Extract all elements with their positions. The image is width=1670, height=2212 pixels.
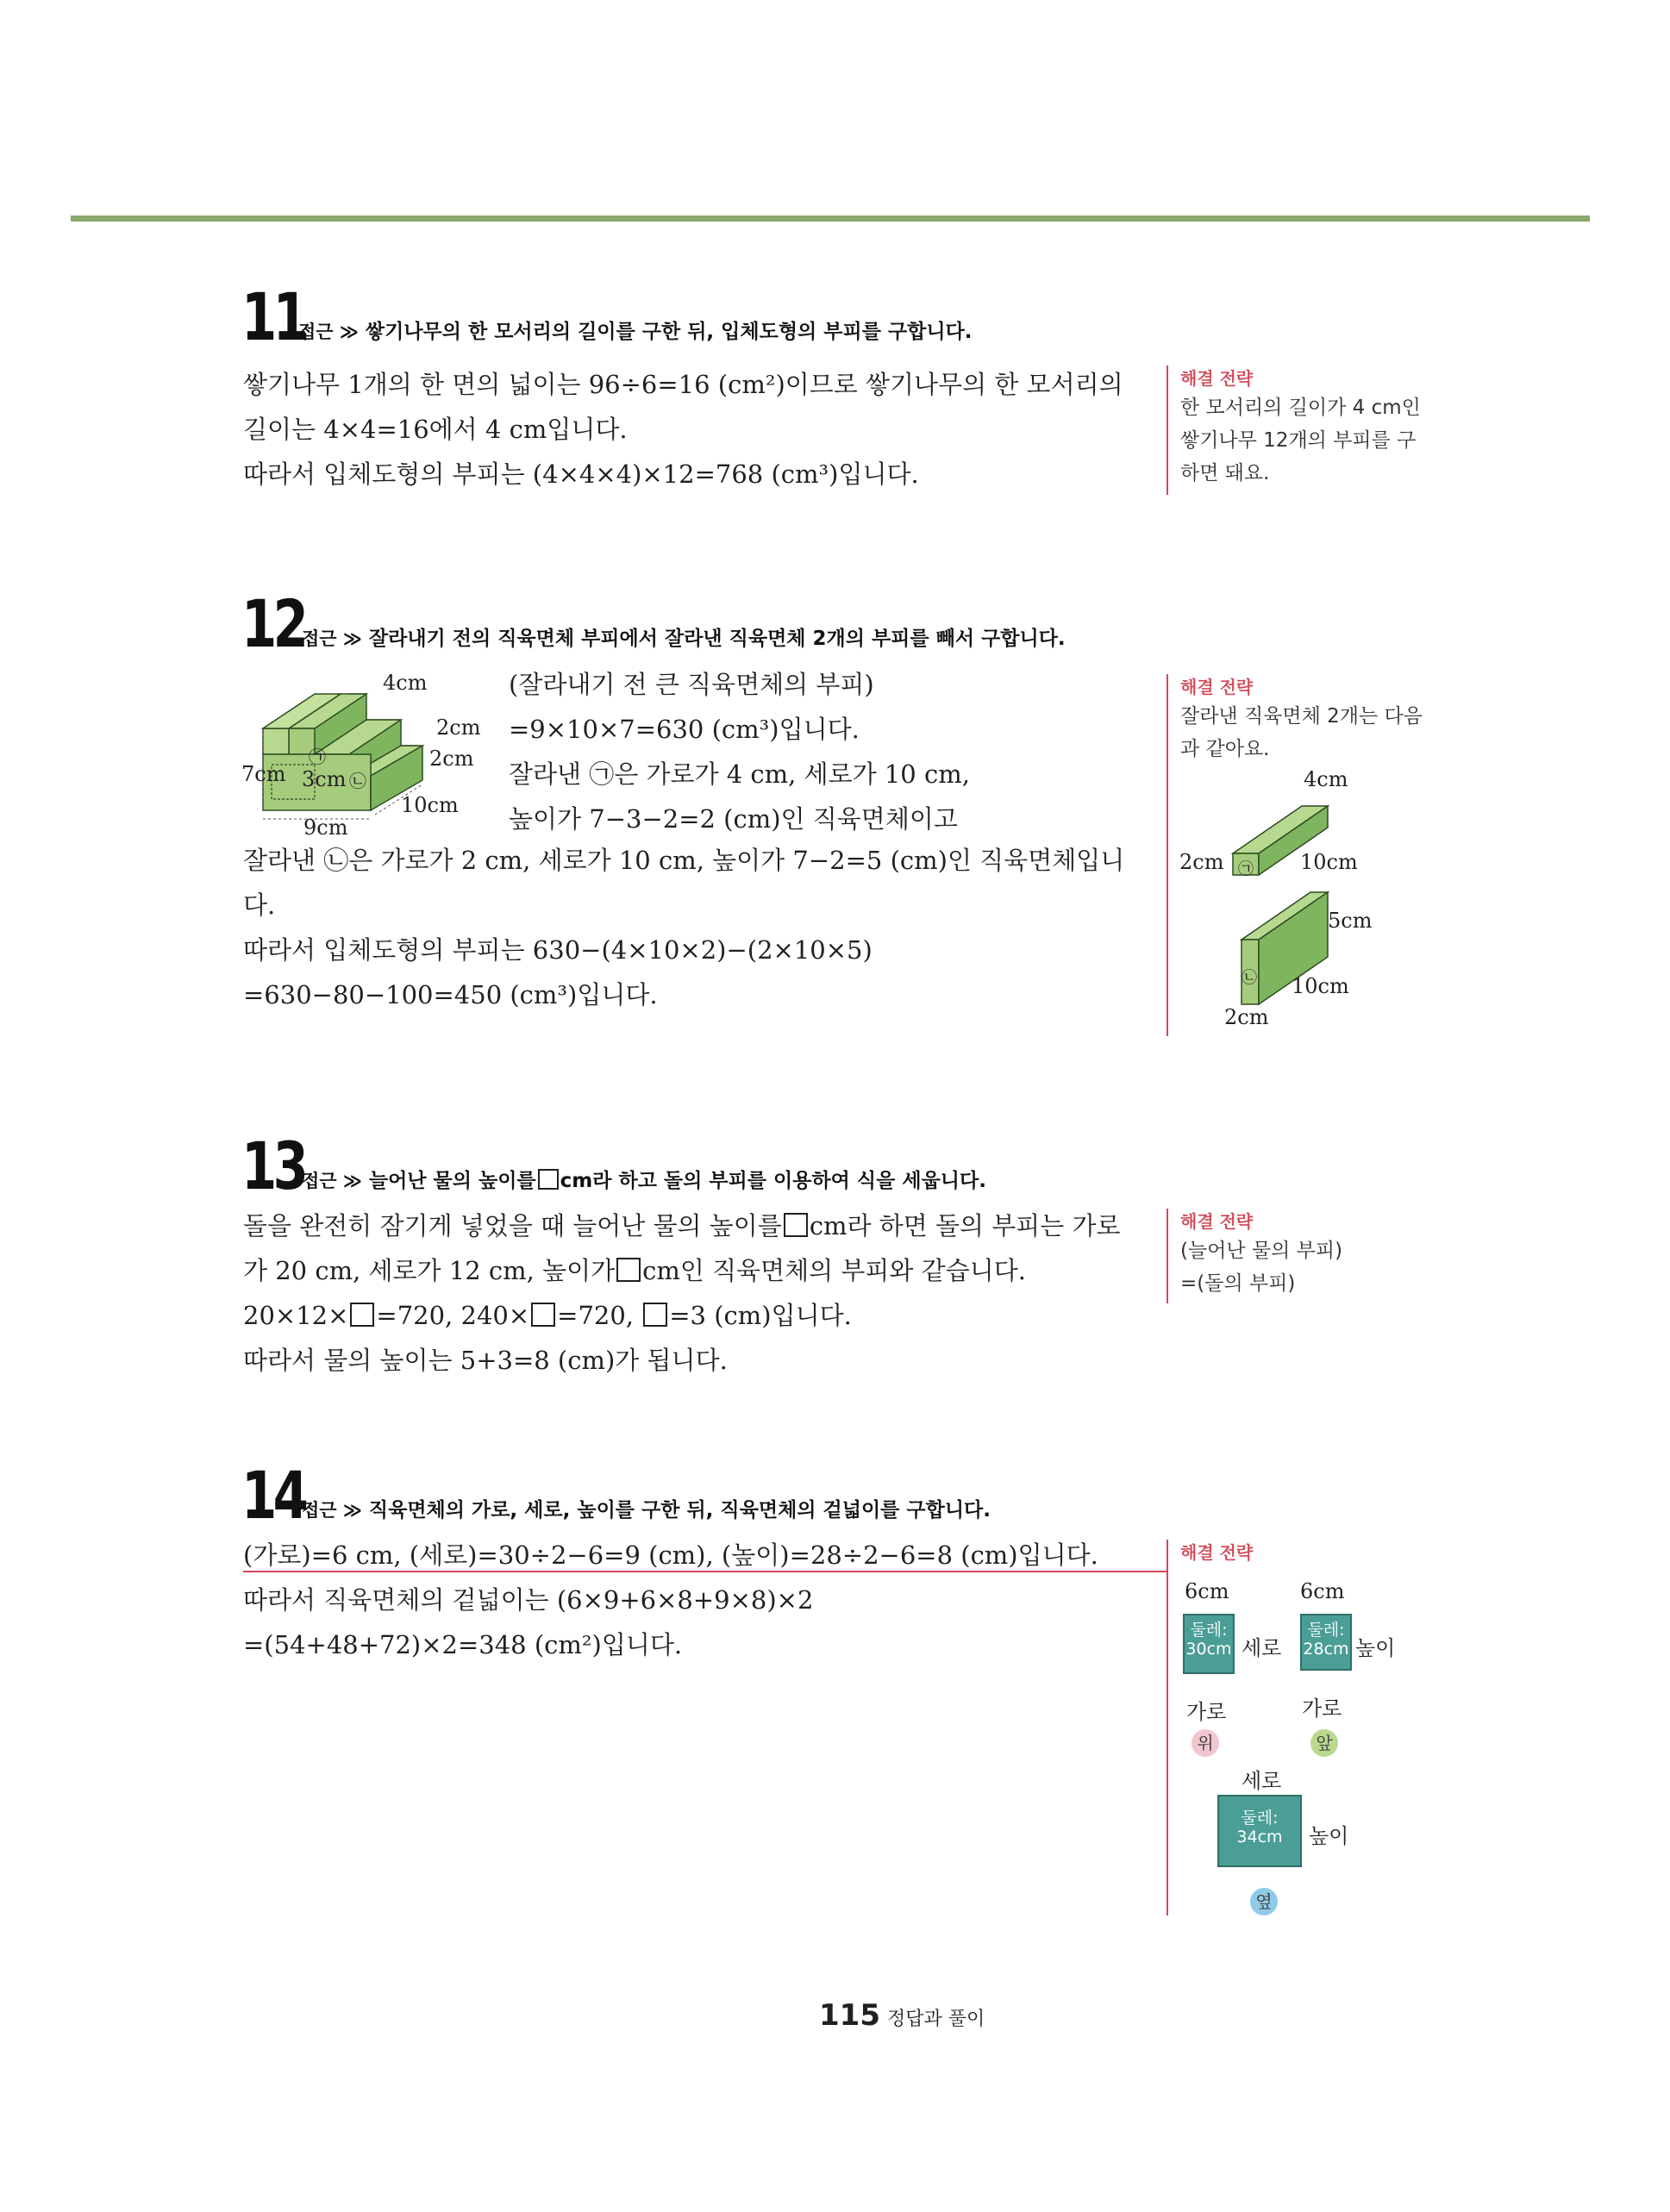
- box-line: 둘레:: [1307, 1621, 1345, 1640]
- box-line: 둘레:: [1190, 1621, 1228, 1640]
- page-title: 정답과 풀이: [886, 2009, 985, 2030]
- piece-b-mark: ㉡: [1242, 969, 1257, 987]
- badge-front-view: 앞: [1310, 1729, 1338, 1757]
- fig-label-depth: 10cm: [401, 793, 459, 817]
- top-rule: [71, 216, 1590, 222]
- box-line: 28cm: [1303, 1640, 1349, 1659]
- approach-label: 접근 ≫: [298, 322, 359, 342]
- approach-heading: [302, 622, 1066, 651]
- strategy-line: (늘어난 물의 부피): [1180, 1240, 1343, 1262]
- text-part: 20×12×: [243, 1301, 349, 1330]
- solution-line: [243, 1293, 1121, 1338]
- solution-line: 따라서 입체도형의 부피는 (4×4×4)×12=768 (cm³)입니다.: [243, 459, 919, 489]
- view-top-label: 6cm: [1300, 1579, 1345, 1603]
- blank-box: [531, 1303, 555, 1327]
- solution-line: (잘라내기 전 큰 직육면체의 부피): [509, 670, 874, 699]
- view-box-text: [1183, 1621, 1235, 1659]
- blank-box: [643, 1303, 667, 1327]
- strategy-title: 해결 전략: [1180, 1542, 1254, 1563]
- fig-label-bottom: 9cm: [303, 815, 348, 840]
- approach-label: 접근 ≫: [302, 1171, 362, 1191]
- problem-number: 12: [241, 585, 305, 662]
- fig-mark-a: ㉠: [309, 747, 326, 767]
- fig-label-left: 7cm: [241, 762, 286, 786]
- piece-b-bottom-label: 2cm: [1224, 1005, 1269, 1029]
- view-side-label: 세로: [1242, 1636, 1282, 1660]
- strategy-line: =(돌의 부피): [1180, 1272, 1296, 1295]
- view-side-label: 높이: [1309, 1824, 1349, 1848]
- strategy-line: 하면 돼요.: [1180, 462, 1270, 484]
- text-part: cm라 하면 돌의 부피는 가로: [809, 1211, 1121, 1240]
- text-part: =3 (cm)입니다.: [669, 1301, 852, 1330]
- solution-text: [243, 1203, 1121, 1383]
- view-side-label: 높이: [1355, 1636, 1396, 1660]
- approach-text: 직육면체의 가로, 세로, 높이를 구한 뒤, 직육면체의 겉넓이를 구합니다.: [368, 1499, 991, 1522]
- box-line: 둘레:: [1241, 1809, 1279, 1828]
- text-part: cm인 직육면체의 부피와 같습니다.: [642, 1256, 1026, 1285]
- view-bottom-label: 가로: [1186, 1700, 1227, 1724]
- solution-line: =(54+48+72)×2=348 (cm²)입니다.: [243, 1630, 683, 1659]
- text-part: =720, 240×: [376, 1301, 530, 1330]
- problem-number: 14: [241, 1457, 305, 1534]
- solution-line: 높이가 7−3−2=2 (cm)인 직육면체이고: [509, 804, 958, 834]
- connector-rule: [243, 1571, 1166, 1572]
- view-top-label: 6cm: [1185, 1579, 1229, 1603]
- text-part: 돌을 완전히 잠기게 넣었을 때 늘어난 물의 높이를: [243, 1211, 782, 1240]
- fig-label-top: 4cm: [383, 671, 428, 695]
- solution-line: [243, 1203, 1121, 1248]
- piece-b-depth-label: 10cm: [1292, 974, 1349, 998]
- approach-text: 늘어난 물의 높이를: [368, 1170, 536, 1192]
- view-box-text: [1217, 1809, 1302, 1846]
- problem-number: 13: [241, 1128, 305, 1204]
- fig-label-inner: 3cm: [302, 767, 347, 791]
- view-bottom-label: 가로: [1302, 1696, 1342, 1721]
- badge-top-view: 위: [1192, 1729, 1219, 1757]
- view-top-label: 세로: [1242, 1769, 1282, 1793]
- solution-text: [243, 838, 1124, 1017]
- strategy-line: 잘라낸 직육면체 2개는 다음: [1180, 705, 1423, 728]
- solution-line: (가로)=6 cm, (세로)=30÷2−6=9 (cm), (높이)=28÷2−6=8 (cm)입니다.: [243, 1540, 1098, 1570]
- solution-line: 잘라낸 ㉡은 가로가 2 cm, 세로가 10 cm, 높이가 7−2=5 (cm)인 직육면체입니: [243, 846, 1125, 875]
- solution-line: 길이는 4×4=16에서 4 cm입니다.: [243, 415, 628, 444]
- text-part: 가 20 cm, 세로가 12 cm, 높이가: [243, 1256, 616, 1285]
- strategy-title: 해결 전략: [1180, 368, 1254, 389]
- view-box-text: [1300, 1621, 1352, 1659]
- solution-text-right: [509, 662, 970, 841]
- problem-number: 11: [241, 278, 305, 355]
- strategy-line: 쌓기나무 12개의 부피를 구: [1180, 429, 1417, 452]
- approach-text: cm라 하고 돌의 부피를 이용하여 식을 세웁니다.: [560, 1170, 986, 1192]
- page-footer: [819, 1998, 985, 2033]
- solution-line: 다.: [243, 890, 276, 920]
- piece-a-left-label: 2cm: [1179, 850, 1224, 874]
- piece-a-depth-label: 10cm: [1300, 850, 1358, 874]
- strategy-box: [1166, 366, 1421, 495]
- blank-box: [350, 1303, 374, 1327]
- approach-label: 접근 ≫: [302, 628, 362, 649]
- piece-a-top-label: 4cm: [1304, 767, 1348, 791]
- blank-box: [784, 1213, 808, 1237]
- solution-line: [243, 1248, 1121, 1293]
- fig-label-right1: 2cm: [436, 715, 481, 740]
- blank-box: [538, 1169, 559, 1190]
- approach-heading: [302, 1494, 991, 1522]
- solution-line: 따라서 입체도형의 부피는 630−(4×10×2)−(2×10×5): [243, 935, 873, 965]
- approach-text: 잘라내기 전의 직육면체 부피에서 잘라낸 직육면체 2개의 부피를 빼서 구합니다.: [368, 628, 1066, 650]
- blank-box: [616, 1258, 641, 1282]
- badge-side-view: 옆: [1250, 1888, 1278, 1915]
- piece-b-height-label: 5cm: [1328, 909, 1373, 933]
- text-part: =720,: [557, 1301, 635, 1330]
- fig-mark-b: ㉡: [349, 771, 366, 791]
- fig-label-right2: 2cm: [429, 747, 474, 771]
- solution-text: [243, 362, 1123, 497]
- solution-line: 쌓기나무 1개의 한 면의 넓이는 96÷6=16 (cm²)이므로 쌓기나무의 한 모서리의: [243, 370, 1123, 399]
- solution-line: 잘라낸 ㉠은 가로가 4 cm, 세로가 10 cm,: [509, 759, 970, 789]
- strategy-title: 해결 전략: [1180, 1211, 1254, 1232]
- strategy-title: 해결 전략: [1180, 677, 1254, 697]
- solution-line: 따라서 직육면체의 겉넓이는 (6×9+6×8+9×8)×2: [243, 1585, 814, 1615]
- box-line: 30cm: [1185, 1640, 1232, 1659]
- piece-a-mark: ㉠: [1238, 860, 1254, 878]
- solution-line: =9×10×7=630 (cm³)입니다.: [509, 715, 860, 744]
- cut-pieces-figure: [1207, 767, 1379, 1009]
- box-line: 34cm: [1236, 1828, 1283, 1846]
- strategy-line: 한 모서리의 길이가 4 cm인: [1180, 397, 1421, 419]
- approach-label: 접근 ≫: [302, 1500, 362, 1521]
- approach-heading: [302, 1165, 986, 1193]
- approach-text: 쌓기나무의 한 모서리의 길이를 구한 뒤, 입체도형의 부피를 구합니다.: [365, 321, 973, 343]
- strategy-line: 과 같아요.: [1180, 738, 1270, 760]
- solution-text: [243, 1533, 1098, 1667]
- approach-heading: [298, 316, 973, 344]
- solution-line: =630−80−100=450 (cm³)입니다.: [243, 980, 658, 1009]
- page-number: 115: [819, 1998, 880, 2033]
- solution-line: 따라서 물의 높이는 5+3=8 (cm)가 됩니다.: [243, 1346, 728, 1375]
- strategy-box: [1166, 1209, 1342, 1303]
